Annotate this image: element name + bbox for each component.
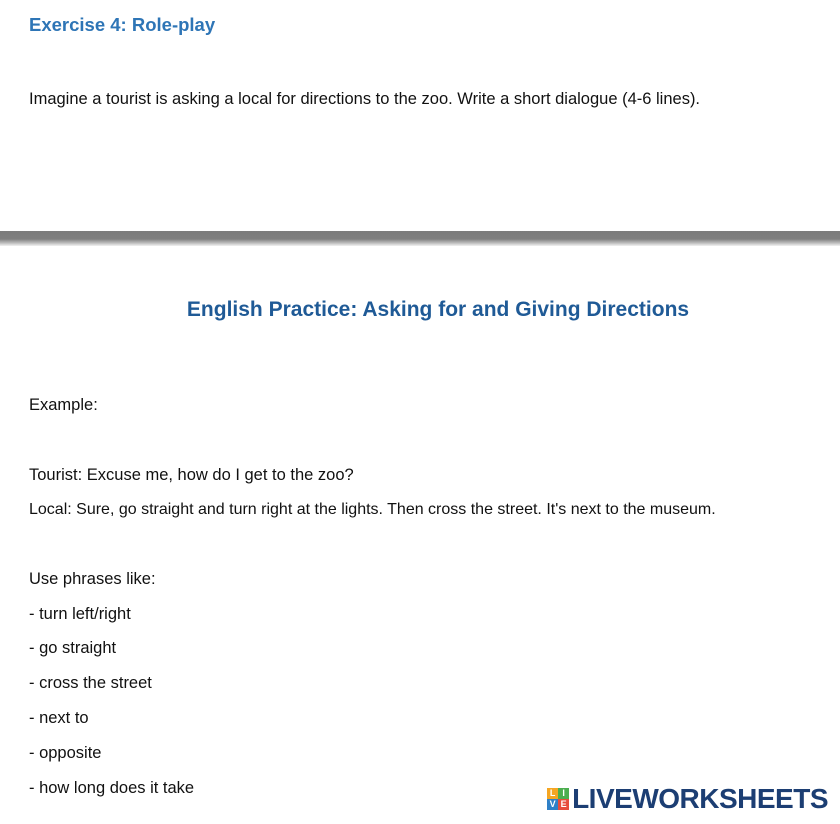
logo-text: LIVEWORKSHEETS bbox=[572, 783, 828, 814]
page-separator bbox=[0, 231, 840, 246]
exercise-instruction: Imagine a tourist is asking a local for directions to the zoo. Write a short dialogue (4-6 lines). bbox=[29, 90, 701, 108]
dialogue-line-tourist: Tourist: Excuse me, how do I get to the zoo? bbox=[29, 466, 354, 484]
logo-mark-cell: V bbox=[547, 799, 558, 810]
worksheet-title: English Practice: Asking for and Giving Directions bbox=[186, 298, 690, 321]
phrase-item: - go straight bbox=[29, 639, 117, 657]
liveworksheets-logo-icon bbox=[547, 788, 569, 810]
logo-mark-cell: L bbox=[547, 788, 558, 799]
phrase-item: - how long does it take bbox=[29, 779, 195, 797]
dialogue-line-local: Local: Sure, go straight and turn right at the lights. Then cross the street. It's next to the museum. bbox=[29, 501, 716, 518]
exercise-heading: Exercise 4: Role-play bbox=[29, 14, 216, 35]
logo-mark-cell: E bbox=[558, 799, 569, 810]
example-label: Example: bbox=[29, 396, 98, 414]
phrases-intro: Use phrases like: bbox=[29, 570, 156, 588]
phrase-item: - cross the street bbox=[29, 674, 152, 692]
exercise-page bbox=[0, 0, 840, 231]
logo-mark-cell: I bbox=[558, 788, 569, 799]
phrase-item: - opposite bbox=[29, 744, 102, 762]
phrase-item: - turn left/right bbox=[29, 605, 131, 623]
worksheet-page bbox=[0, 246, 840, 824]
liveworksheets-logo[interactable] bbox=[547, 784, 828, 814]
phrase-item: - next to bbox=[29, 709, 89, 727]
